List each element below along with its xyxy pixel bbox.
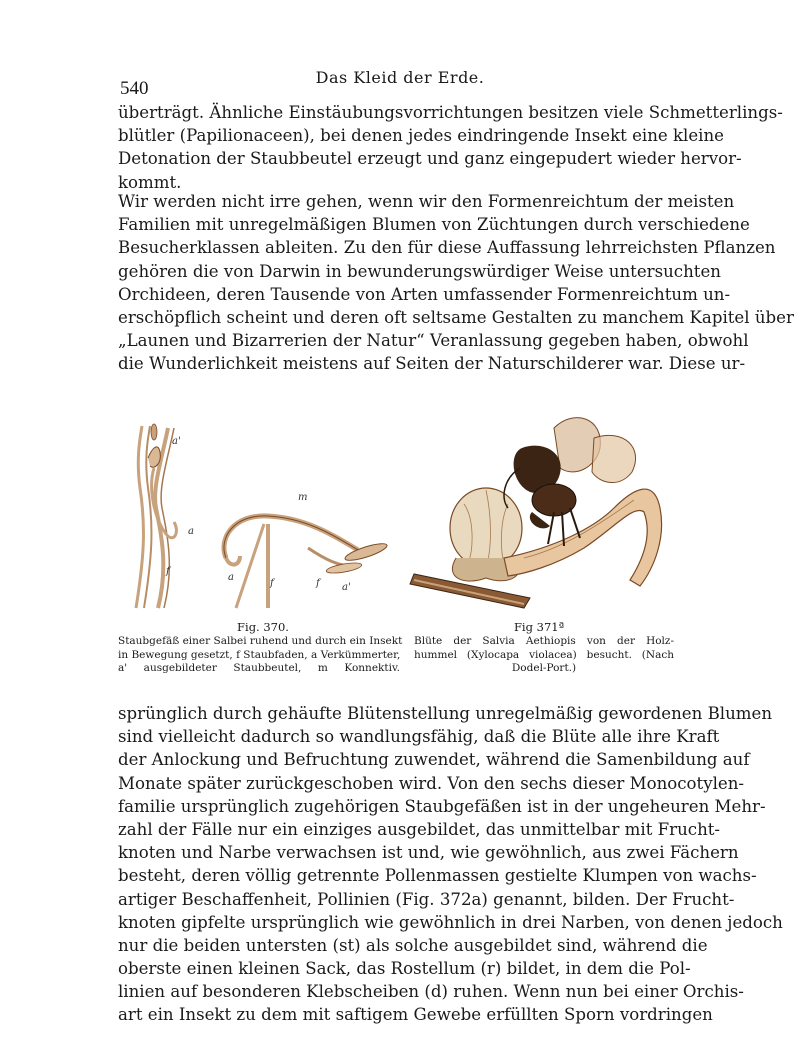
- caption-line: hummel (Xylocapa violacea) besucht. (Nach: [414, 648, 674, 661]
- salvia-bee-illustration: [404, 408, 674, 618]
- text-line: Wir werden nicht irre gehen, wenn wir den Formenreichtum der meisten: [118, 192, 735, 211]
- text-line: „Launen und Bizarrerien der Natur“ Veranlassung gegeben haben, obwohl: [118, 331, 749, 351]
- label-f-left: f: [166, 566, 170, 577]
- text-line: knoten gipfelte ursprünglich wie gewöhnlich in drei Narben, von denen jedoch: [118, 912, 783, 932]
- figure-370-caption: [118, 635, 403, 676]
- text-line: kommt.: [118, 172, 182, 192]
- figure-371a: [404, 408, 674, 688]
- paragraph-3: [118, 702, 783, 1027]
- figure-370: [118, 408, 408, 688]
- text-line: art ein Insekt zu dem mit saftigem Gewebe erfüllten Sporn vordringen: [118, 1005, 713, 1025]
- label-a-prime-top: a': [172, 436, 181, 447]
- text-line: überträgt. Ähnliche Einstäubungsvorrichtungen besitzen viele Schmetterlings-: [118, 103, 783, 122]
- page-number: 540: [120, 78, 149, 99]
- corolla-tube-drawing: [504, 489, 662, 586]
- text-line: der Anlockung und Befruchtung zuwendet, während die Samenbildung auf: [118, 750, 750, 770]
- label-f-right: f: [316, 578, 320, 589]
- text-line: oberste einen kleinen Sack, das Rostellum (r) bildet, in dem die Pol-: [118, 959, 691, 979]
- text-line: Monate später zurückgeschoben wird. Von den sechs dieser Monocotylen-: [118, 773, 745, 793]
- label-a-prime-right: a': [342, 582, 351, 593]
- text-line: sind vielleicht dadurch so wandlungsfähig, daß die Blüte alle ihre Kraft: [118, 727, 720, 747]
- text-line: knoten und Narbe verwachsen ist und, wie gewöhnlich, aus zwei Fächern: [118, 843, 739, 863]
- bee-drawing: [504, 418, 636, 546]
- label-m: m: [298, 492, 308, 503]
- right-stamen-drawing: [224, 516, 388, 608]
- running-head: Das Kleid der Erde.: [315, 68, 485, 87]
- text-line: zahl der Fälle nur ein einziges ausgebildet, das unmittelbar mit Frucht-: [118, 819, 721, 839]
- caption-line: a' ausgebildeter Staubbeutel, m Konnektiv.: [118, 662, 400, 674]
- text-line: Familien mit unregelmäßigen Blumen von Züchtungen durch verschiedene: [118, 215, 750, 235]
- text-line: erschöpflich scheint und deren oft seltsame Gestalten zu manchem Kapitel über: [118, 307, 794, 327]
- left-stamen-drawing: [136, 424, 176, 608]
- text-line: besteht, deren völlig getrennte Pollenmassen gestielte Klumpen von wachs-: [118, 866, 757, 886]
- label-a-mid: a: [228, 572, 234, 583]
- text-line: familie ursprünglich zugehörigen Staubgefäßen ist in der ungeheuren Mehr-: [118, 796, 766, 816]
- text-line: die Wunderlichkeit meistens auf Seiten der Naturschilderer war. Diese ur-: [118, 354, 746, 374]
- text-line: Orchideen, deren Tausende von Arten umfassender Formenreichtum un-: [118, 284, 731, 304]
- text-line: sprünglich durch gehäufte Blütenstellung unregelmäßig gewordenen Blumen: [118, 704, 773, 723]
- text-line: gehören die von Darwin in bewunderungswürdiger Weise untersuchten: [118, 261, 721, 281]
- caption-line: in Bewegung gesetzt, f Staubfaden, a Verkümmerter,: [118, 648, 401, 661]
- text-line: blütler (Papilionaceen), bei denen jedes eindringende Insekt eine kleine: [118, 126, 724, 146]
- figure-370-number: Fig. 370.: [237, 620, 289, 634]
- paragraph-1: [118, 101, 783, 194]
- text-line: linien auf besonderen Klebscheiben (d) ruhen. Wenn nun bei einer Orchis-: [118, 982, 744, 1002]
- caption-line: Blüte der Salvia Aethiopis von der Holz-: [414, 635, 674, 647]
- paragraph-2: [118, 190, 794, 376]
- text-line: nur die beiden untersten (st) als solche ausgebildet sind, während die: [118, 935, 708, 955]
- label-f-mid: f: [270, 578, 274, 589]
- salvia-stamen-illustration: [118, 408, 408, 618]
- text-line: artiger Beschaffenheit, Pollinien (Fig. 372a) genannt, bilden. Der Frucht-: [118, 889, 735, 909]
- caption-line: Dodel-Port.): [511, 662, 577, 674]
- text-line: Detonation der Staubbeutel erzeugt und ganz eingepudert wieder hervor-: [118, 149, 742, 169]
- figure-371a-number: Fig 371ª: [513, 620, 565, 634]
- figure-371a-caption: [414, 635, 674, 676]
- caption-line: Staubgefäß einer Salbei ruhend und durch ein Insekt: [118, 635, 403, 647]
- text-line: Besucherklassen ableiten. Zu den für diese Auffassung lehrreichsten Pflanzen: [118, 238, 776, 258]
- label-a-left: a: [188, 526, 194, 537]
